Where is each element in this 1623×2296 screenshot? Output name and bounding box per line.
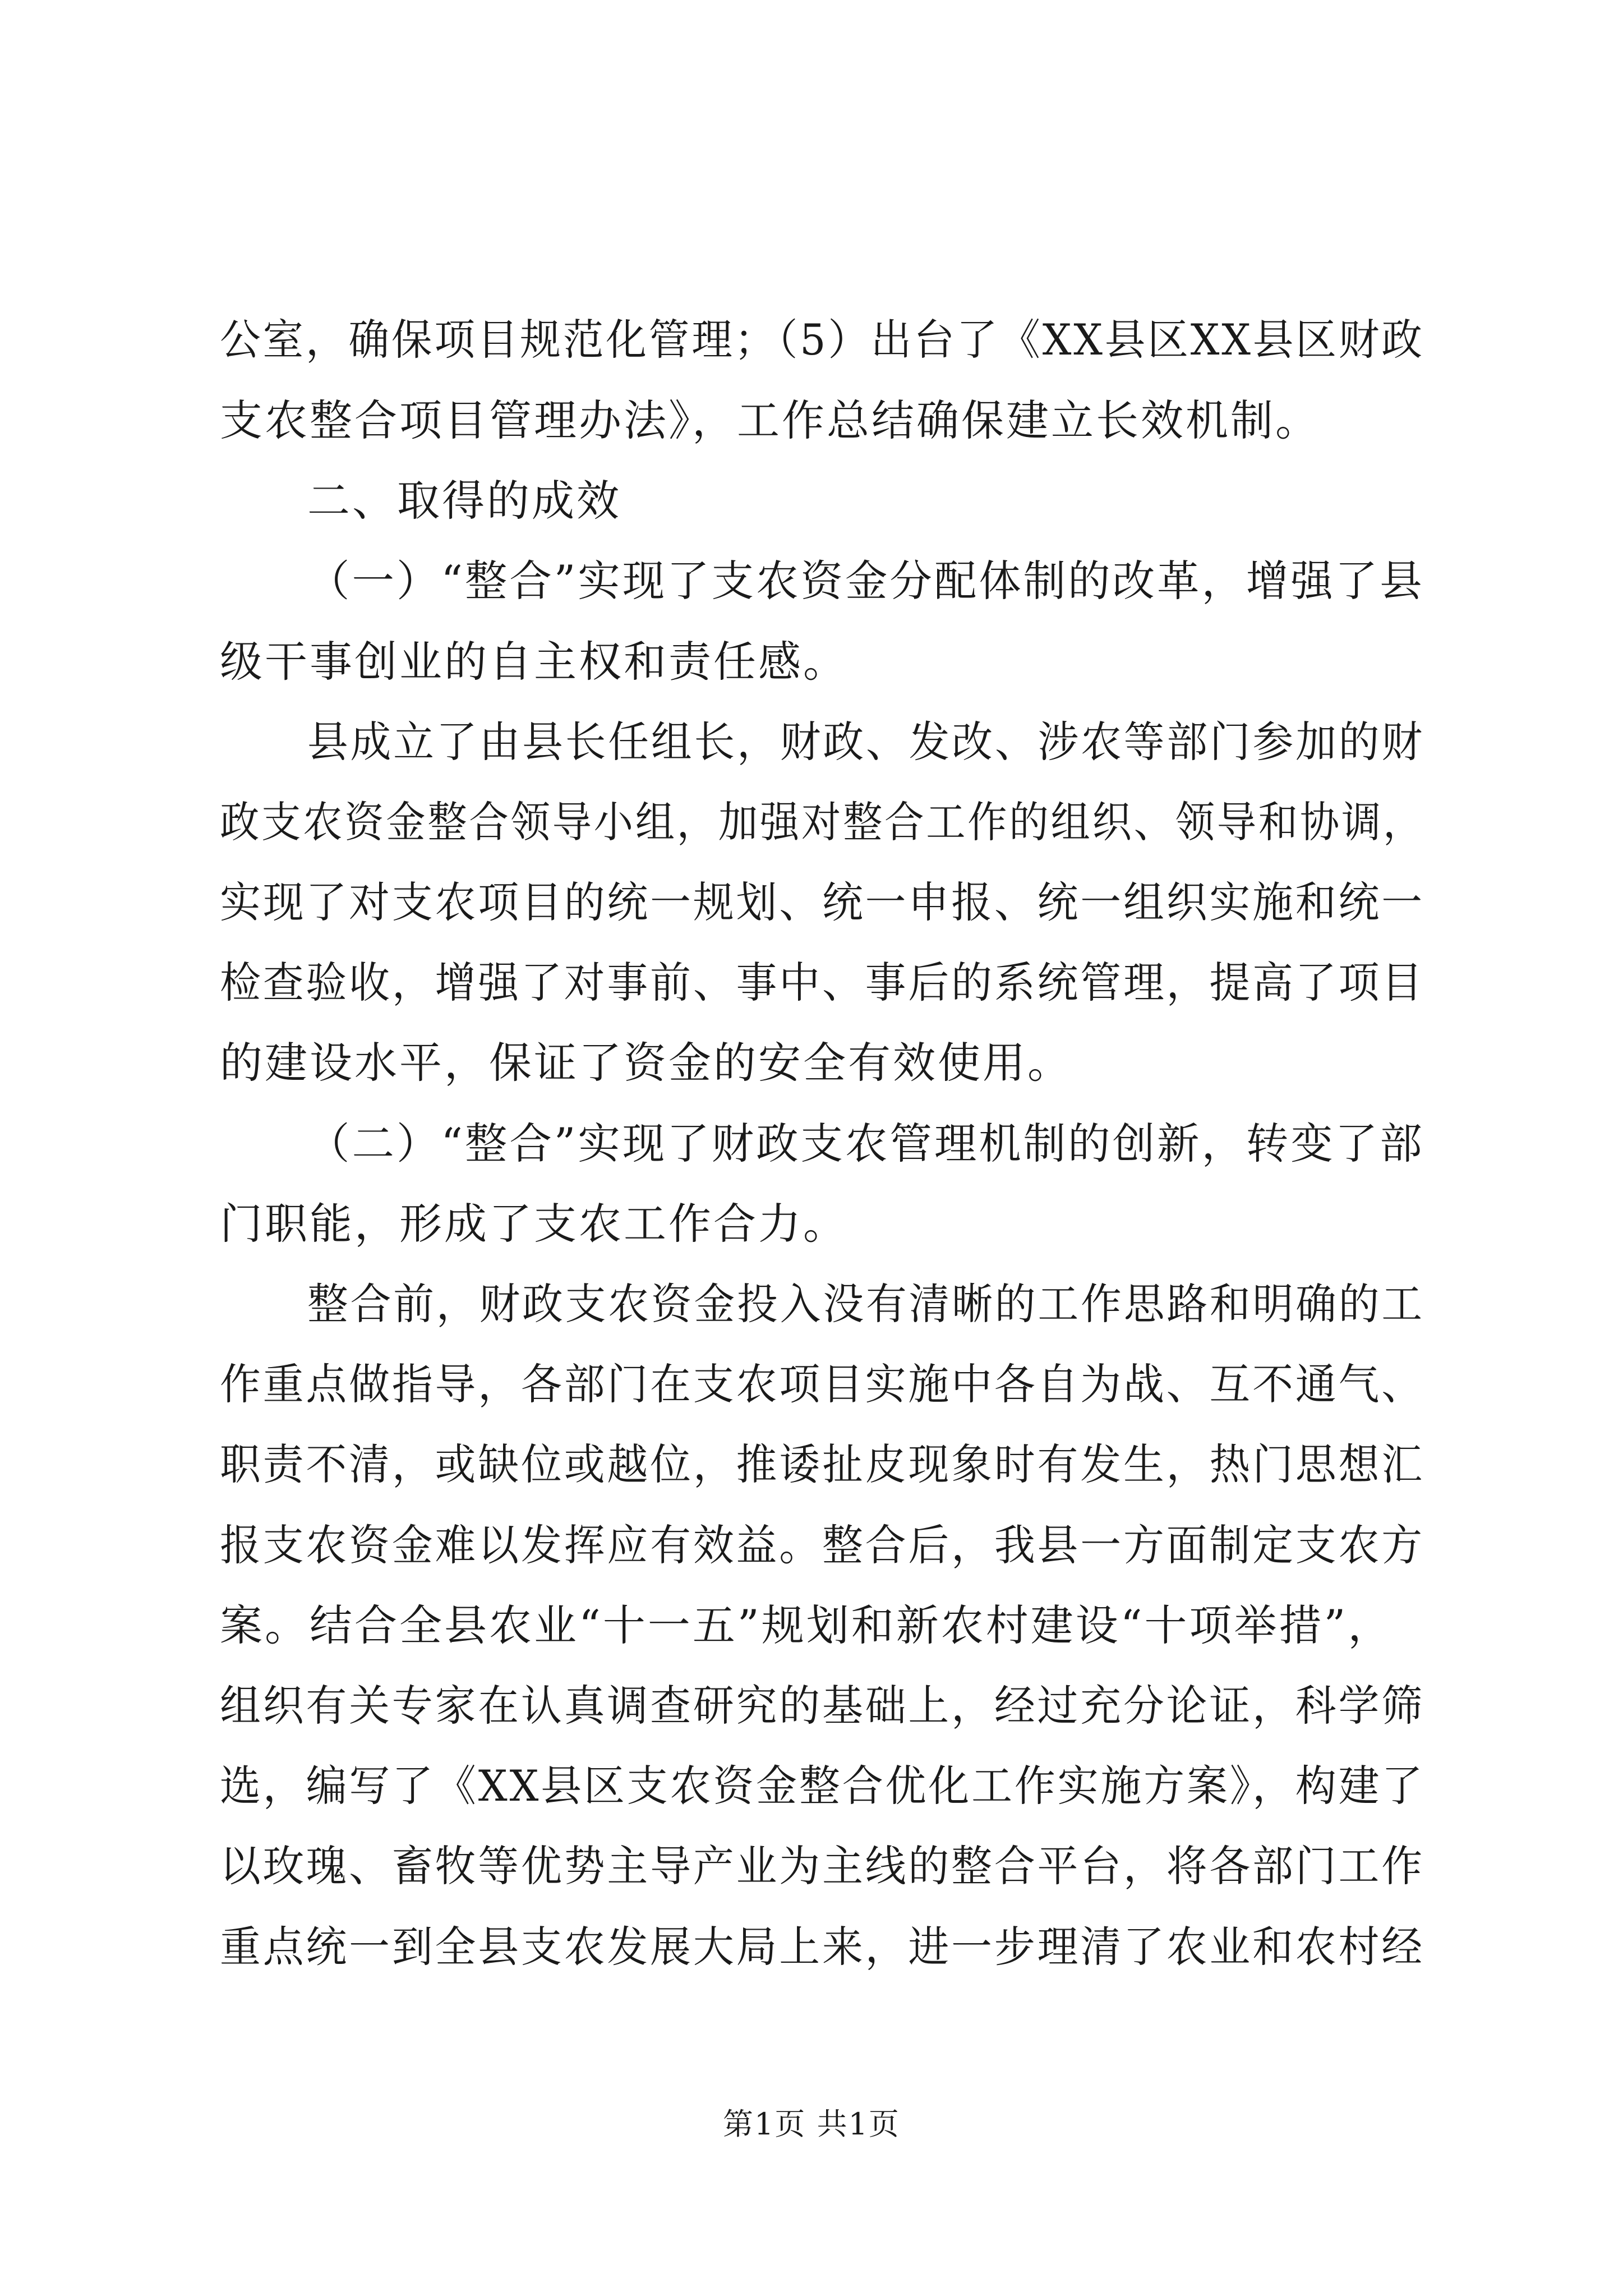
section-heading: 二、取得的成效: [307, 476, 621, 526]
body-line: 的建设水平，保证了资金的安全有效使用。: [220, 1038, 1072, 1088]
page-footer: 第1页 共1页: [723, 2106, 900, 2142]
subsection-heading: （二）“整合”实现了财政支农管理机制的创新，转变了部: [307, 1119, 1424, 1168]
body-line: 以玫瑰、畜牧等优势主导产业为主线的整合平台，将各部门工作: [220, 1841, 1424, 1891]
body-line: 级干事创业的自主权和责任感。: [220, 637, 848, 687]
body-line: 政支农资金整合领导小组，加强对整合工作的组织、领导和协调，: [220, 797, 1425, 847]
body-line: 支农整合项目管理办法》，工作总结确保建立长效机制。: [220, 395, 1320, 445]
body-line: 重点统一到全县支农发展大局上来，进一步理清了农业和农村经: [220, 1922, 1424, 1972]
subsection-heading: （一）“整合”实现了支农资金分配体制的改革，增强了县: [307, 556, 1424, 606]
body-line: 职责不清，或缺位或越位，推诿扯皮现象时有发生，热门思想汇: [220, 1439, 1424, 1489]
body-line: 案。结合全县农业“十一五”规划和新农村建设“十项举措”，: [220, 1600, 1393, 1650]
body-line: 县成立了由县长任组长，财政、发改、涉农等部门参加的财: [307, 717, 1425, 767]
body-line: 实现了对支农项目的统一规划、统一申报、统一组织实施和统一: [220, 877, 1424, 927]
body-line: 检查验收，增强了对事前、事中、事后的系统管理，提高了项目: [220, 958, 1424, 1007]
body-line: 报支农资金难以发挥应有效益。整合后，我县一方面制定支农方: [220, 1520, 1424, 1570]
body-line: 门职能，形成了支农工作合力。: [220, 1199, 848, 1249]
body-line: 整合前，财政支农资金投入没有清晰的工作思路和明确的工: [307, 1279, 1425, 1329]
body-line: 选，编写了《XX县区支农资金整合优化工作实施方案》，构建了: [220, 1761, 1425, 1811]
body-line: 组织有关专家在认真调查研究的基础上，经过充分论证，科学筛: [220, 1681, 1424, 1731]
body-line: 公室，确保项目规范化管理；（5）出台了《XX县区XX县区财政: [220, 315, 1424, 365]
body-line: 作重点做指导，各部门在支农项目实施中各自为战、互不通气、: [220, 1359, 1424, 1409]
